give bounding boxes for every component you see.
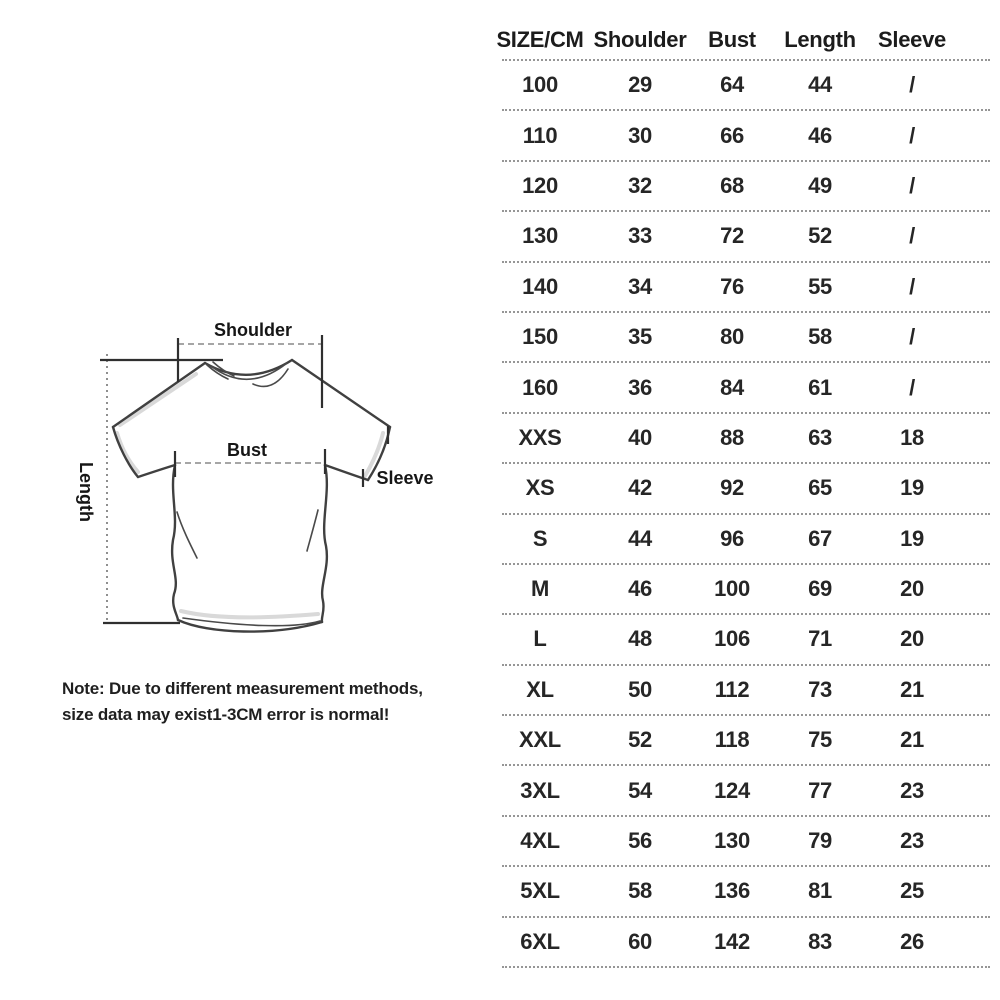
table-row bbox=[488, 463, 990, 513]
table-row bbox=[488, 161, 990, 211]
cell-shoulder: 54 bbox=[628, 777, 652, 803]
cell-length: 44 bbox=[808, 72, 832, 98]
header-length: Length bbox=[784, 27, 856, 52]
cell-bust: 92 bbox=[720, 475, 744, 501]
shirt-shading bbox=[117, 374, 383, 617]
table-header-row bbox=[488, 20, 990, 60]
cell-length: 55 bbox=[808, 273, 832, 299]
bust-label: Bust bbox=[227, 440, 267, 460]
cell-shoulder: 40 bbox=[628, 424, 652, 450]
cell-bust: 80 bbox=[720, 324, 744, 350]
cell-size: L bbox=[533, 626, 547, 652]
tshirt-measurement-diagram bbox=[50, 300, 460, 660]
cell-shoulder: 58 bbox=[628, 878, 652, 904]
header-sleeve: Sleeve bbox=[878, 27, 946, 52]
cell-size: S bbox=[532, 525, 548, 551]
cell-shoulder: 46 bbox=[628, 576, 652, 602]
table-row bbox=[488, 614, 990, 664]
cell-length: 81 bbox=[808, 878, 832, 904]
cell-length: 58 bbox=[808, 324, 832, 350]
table-row bbox=[488, 312, 990, 362]
cell-sleeve: 18 bbox=[900, 424, 924, 450]
table-row bbox=[488, 715, 990, 765]
cell-sleeve: / bbox=[909, 324, 915, 350]
cell-shoulder: 52 bbox=[628, 727, 652, 753]
cell-sleeve: / bbox=[909, 122, 915, 148]
cell-shoulder: 48 bbox=[628, 626, 652, 652]
cell-size: XL bbox=[526, 676, 554, 702]
table-row bbox=[488, 564, 990, 614]
cell-sleeve: 19 bbox=[900, 475, 924, 501]
cell-length: 71 bbox=[808, 626, 832, 652]
shoulder-label: Shoulder bbox=[213, 320, 293, 340]
cell-sleeve: / bbox=[909, 172, 915, 198]
cell-length: 46 bbox=[808, 122, 832, 148]
table-row bbox=[488, 262, 990, 312]
cell-bust: 142 bbox=[714, 928, 750, 954]
cell-size: 5XL bbox=[520, 878, 560, 904]
cell-size: 130 bbox=[522, 223, 558, 249]
cell-sleeve: 25 bbox=[900, 878, 924, 904]
table-row bbox=[488, 514, 990, 564]
cell-size: 3XL bbox=[520, 777, 560, 803]
table-row bbox=[488, 665, 990, 715]
cell-sleeve: / bbox=[909, 374, 915, 400]
cell-shoulder: 42 bbox=[628, 475, 652, 501]
cell-length: 79 bbox=[808, 828, 832, 854]
cell-sleeve: 23 bbox=[900, 777, 924, 803]
cell-bust: 68 bbox=[720, 172, 744, 198]
header-shoulder: Shoulder bbox=[593, 27, 687, 52]
cell-bust: 96 bbox=[720, 525, 744, 551]
cell-bust: 118 bbox=[714, 727, 750, 753]
cell-size: 4XL bbox=[520, 828, 560, 854]
header-size: SIZE/CM bbox=[496, 27, 584, 52]
cell-shoulder: 56 bbox=[628, 828, 652, 854]
table-row bbox=[488, 60, 990, 110]
cell-length: 83 bbox=[808, 928, 832, 954]
sleeve-label: Sleeve bbox=[376, 468, 434, 488]
cell-size: XXS bbox=[518, 424, 562, 450]
cell-size: 110 bbox=[522, 122, 558, 148]
size-table bbox=[488, 20, 990, 967]
cell-size: 160 bbox=[522, 374, 558, 400]
cell-bust: 88 bbox=[720, 424, 744, 450]
cell-shoulder: 33 bbox=[628, 223, 652, 249]
cell-bust: 76 bbox=[720, 273, 744, 299]
table-row bbox=[488, 765, 990, 815]
cell-size: 6XL bbox=[520, 928, 560, 954]
cell-bust: 106 bbox=[714, 626, 750, 652]
cell-sleeve: 23 bbox=[900, 828, 924, 854]
cell-length: 65 bbox=[808, 475, 832, 501]
table-row bbox=[488, 917, 990, 967]
cell-length: 73 bbox=[808, 676, 832, 702]
cell-shoulder: 36 bbox=[628, 374, 652, 400]
cell-bust: 100 bbox=[714, 576, 750, 602]
table-body bbox=[488, 60, 990, 967]
cell-sleeve: / bbox=[909, 273, 915, 299]
cell-size: 100 bbox=[522, 72, 558, 98]
table-row bbox=[488, 110, 990, 160]
cell-sleeve: / bbox=[909, 72, 915, 98]
cell-shoulder: 60 bbox=[628, 928, 652, 954]
cell-bust: 136 bbox=[714, 878, 750, 904]
cell-bust: 66 bbox=[720, 122, 744, 148]
length-label: Length bbox=[76, 462, 96, 522]
cell-shoulder: 50 bbox=[628, 676, 652, 702]
cell-size: XS bbox=[525, 475, 555, 501]
cell-sleeve: 21 bbox=[900, 676, 924, 702]
cell-shoulder: 44 bbox=[628, 525, 652, 551]
cell-sleeve: 20 bbox=[900, 626, 924, 652]
cell-size: M bbox=[530, 576, 550, 602]
cell-bust: 64 bbox=[720, 72, 744, 98]
cell-bust: 112 bbox=[714, 676, 750, 702]
cell-sleeve: 26 bbox=[900, 928, 924, 954]
cell-length: 69 bbox=[808, 576, 832, 602]
cell-sleeve: / bbox=[909, 223, 915, 249]
table-row bbox=[488, 362, 990, 412]
cell-bust: 84 bbox=[720, 374, 744, 400]
measurement-lines bbox=[100, 335, 388, 624]
cell-length: 49 bbox=[808, 172, 832, 198]
table-row bbox=[488, 413, 990, 463]
cell-sleeve: 21 bbox=[900, 727, 924, 753]
cell-length: 63 bbox=[808, 424, 832, 450]
cell-bust: 124 bbox=[714, 777, 750, 803]
cell-size: 140 bbox=[522, 273, 558, 299]
cell-bust: 72 bbox=[720, 223, 744, 249]
cell-sleeve: 20 bbox=[900, 576, 924, 602]
cell-length: 75 bbox=[808, 727, 832, 753]
header-bust: Bust bbox=[708, 27, 756, 52]
cell-shoulder: 29 bbox=[628, 72, 652, 98]
cell-shoulder: 35 bbox=[628, 324, 652, 350]
table-row bbox=[488, 211, 990, 261]
cell-size: 150 bbox=[522, 324, 558, 350]
cell-shoulder: 34 bbox=[628, 273, 652, 299]
cell-length: 61 bbox=[808, 374, 832, 400]
cell-shoulder: 32 bbox=[628, 172, 652, 198]
cell-length: 67 bbox=[808, 525, 832, 551]
cell-length: 77 bbox=[808, 777, 832, 803]
cell-size: 120 bbox=[522, 172, 558, 198]
cell-sleeve: 19 bbox=[900, 525, 924, 551]
measurement-note bbox=[62, 676, 502, 728]
cell-shoulder: 30 bbox=[628, 122, 652, 148]
note-line-1: Note: Due to different measurement methods, bbox=[62, 679, 423, 698]
cell-size: XXL bbox=[519, 727, 561, 753]
cell-length: 52 bbox=[808, 223, 832, 249]
note-line-2: size data may exist1-3CM error is normal! bbox=[62, 705, 390, 724]
cell-bust: 130 bbox=[714, 828, 750, 854]
table-row bbox=[488, 866, 990, 916]
table-row bbox=[488, 816, 990, 866]
